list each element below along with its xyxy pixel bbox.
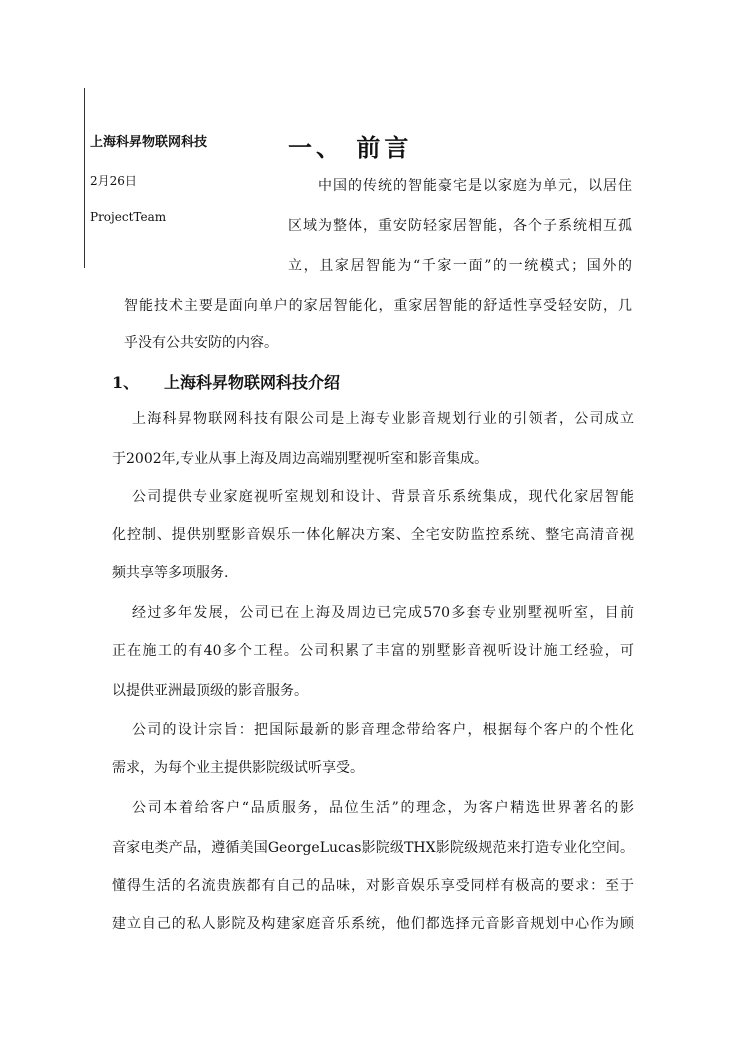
date: 2月26日 xyxy=(90,174,137,188)
intro-line: 乎没有公共安防的内容。 xyxy=(124,335,278,351)
body-line: 建立自己的私人影院及构建家庭音乐系统，他们都选择元音影音规划中心作为顾 xyxy=(112,916,634,932)
intro-line: 智能技术主要是面向单户的家居智能化，重家居智能的舒适性享受轻安防，几 xyxy=(124,298,632,314)
body-line: 音家电类产品，遵循美国GeorgeLucas影院级THX影院级规范来打造专业化空间。 xyxy=(112,840,634,856)
body-line: 懂得生活的名流贵族都有自己的品味，对影音娱乐享受同样有极高的要求：至于 xyxy=(112,878,634,894)
subheading xyxy=(112,370,340,393)
body-line: 化控制、提供别墅影音娱乐一体化解决方案、全宅安防监控系统、整宅高清音视 xyxy=(112,527,634,543)
company-name: 上海科昇物联网科技 xyxy=(90,135,208,150)
body-line: 公司本着给客户“品质服务，品位生活”的理念，为客户精选世界著名的影 xyxy=(132,800,634,816)
body-line: 正在施工的有40多个工程。公司积累了丰富的别墅影音视听设计施工经验，可 xyxy=(112,643,634,659)
section-title: 一、 前言 xyxy=(288,133,413,162)
body-line: 经过多年发展，公司已在上海及周边已完成570多套专业别墅视听室，目前 xyxy=(132,605,634,621)
team-name: ProjectTeam xyxy=(90,210,167,224)
intro-line: 中国的传统的智能豪宅是以家庭为单元，以居住 xyxy=(318,178,632,194)
body-line: 以提供亚洲最顶级的影音服务。 xyxy=(112,683,308,699)
subheading-title: 上海科昇物联网科技介绍 xyxy=(164,373,341,392)
margin-rule xyxy=(84,88,85,268)
intro-line: 立，且家居智能为“千家一面”的一统模式；国外的 xyxy=(288,258,632,274)
subheading-number: 1、 xyxy=(112,373,140,392)
body-line: 频共享等多项服务. xyxy=(112,565,229,581)
body-line: 公司的设计宗旨：把国际最新的影音理念带给客户，根据每个客户的个性化 xyxy=(132,722,634,738)
body-line: 上海科昇物联网科技有限公司是上海专业影音规划行业的引领者，公司成立 xyxy=(132,411,634,427)
body-line: 公司提供专业家庭视听室规划和设计、背景音乐系统集成，现代化家居智能 xyxy=(132,489,634,505)
intro-line: 区域为整体，重安防轻家居智能，各个子系统相互孤 xyxy=(288,218,632,234)
body-line: 需求，为每个业主提供影院级试听享受。 xyxy=(112,760,364,776)
body-line: 于2002年,专业从事上海及周边高端别墅视听室和影音集成。 xyxy=(112,451,489,467)
